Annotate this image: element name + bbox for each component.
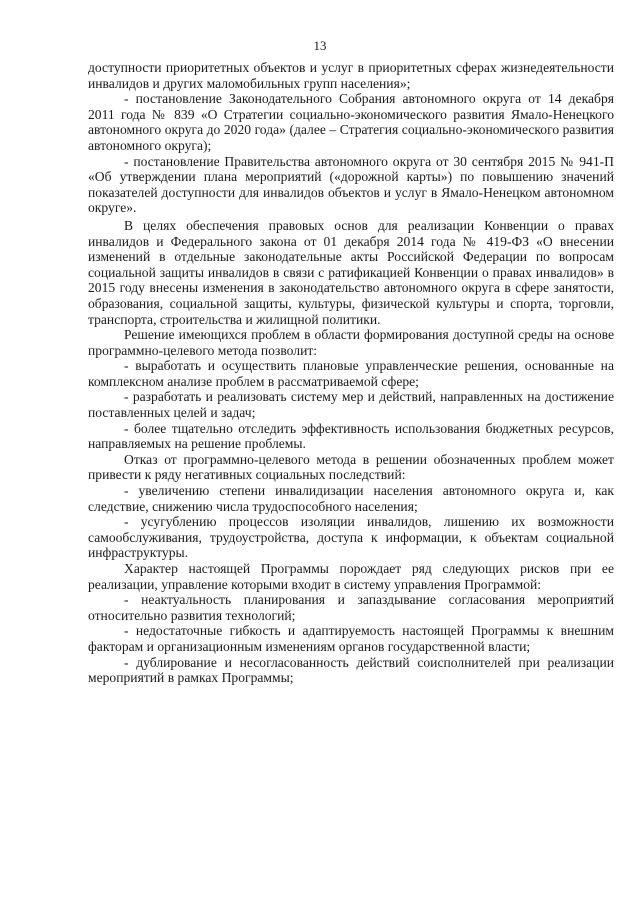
paragraph: - разработать и реализовать систему мер и действий, направленных на достижение поставленных целей и задач;: [88, 389, 614, 421]
paragraph: - постановление Законодательного Собрания автономного округа от 14 декабря 2011 года № 839 «О Стратегии социально-экономического развития Ямало-Ненецкого автономного округа до 2020 года» (далее – Стратегия социально-экономического развития автономного округа);: [88, 91, 614, 153]
paragraph: доступности приоритетных объектов и услуг в приоритетных сферах жизнедеятельности инвалидов и других маломобильных групп населения»;: [88, 60, 614, 91]
paragraph: - более тщательно отследить эффективность использования бюджетных ресурсов, направляемых на решение проблемы.: [88, 420, 614, 452]
paragraph: Отказ от программно-целевого метода в решении обозначенных проблем может привести к ряду негативных социальных последствий:: [88, 451, 614, 483]
paragraph: В целях обеспечения правовых основ для реализации Конвенции о правах инвалидов и Федерального закона от 01 декабря 2014 года № 419-ФЗ «О внесении изменений в отдельные законодательные акты Российской Федерации по вопросам социальной защиты инвалидов в связи с ратификацией Конвенции о правах инвалидов» в 2015 году внесены изменения в законодательство автономного округа в сфере занятости, образования, социальной защиты, культуры, физической культуры и спорта, торговли, транспорта, строительства и жилищной политики.: [88, 217, 614, 327]
paragraph: Решение имеющихся проблем в области формирования доступной среды на основе программно-целевого метода позволит:: [88, 327, 614, 358]
paragraph: - постановление Правительства автономного округа от 30 сентября 2015 № 941-П «Об утверждении плана мероприятий («дорожной карты») по повышению значений показателей доступности для инвалидов объектов и услуг в Ямало-Ненецком автономном округе».: [88, 153, 614, 216]
paragraph: - дублирование и несогласованность действий соисполнителей при реализации мероприятий в рамках Программы;: [88, 654, 614, 686]
paragraph: Характер настоящей Программы порождает ряд следующих рисков при ее реализации, управление которыми входит в систему управления Программой:: [88, 561, 614, 592]
page-number: 13: [313, 38, 327, 53]
paragraph: - недостаточные гибкость и адаптируемость настоящей Программы к внешним факторам и организационным изменениям органов государственной власти;: [88, 623, 614, 654]
paragraph: - выработать и осуществить плановые управленческие решения, основанные на комплексном анализе проблем в рассматриваемой сфере;: [88, 358, 614, 389]
paragraph: - неактуальность планирования и запаздывание согласования мероприятий относительно развития технологий;: [88, 592, 614, 623]
paragraph: - усугублению процессов изоляции инвалидов, лишению их возможности самообслуживания, трудоустройства, доступа к информации, к объектам социальной инфраструктуры.: [88, 514, 614, 561]
paragraph: - увеличению степени инвалидизации населения автономного округа и, как следствие, снижению числа трудоспособного населения;: [88, 483, 614, 514]
document-body: [88, 60, 614, 686]
